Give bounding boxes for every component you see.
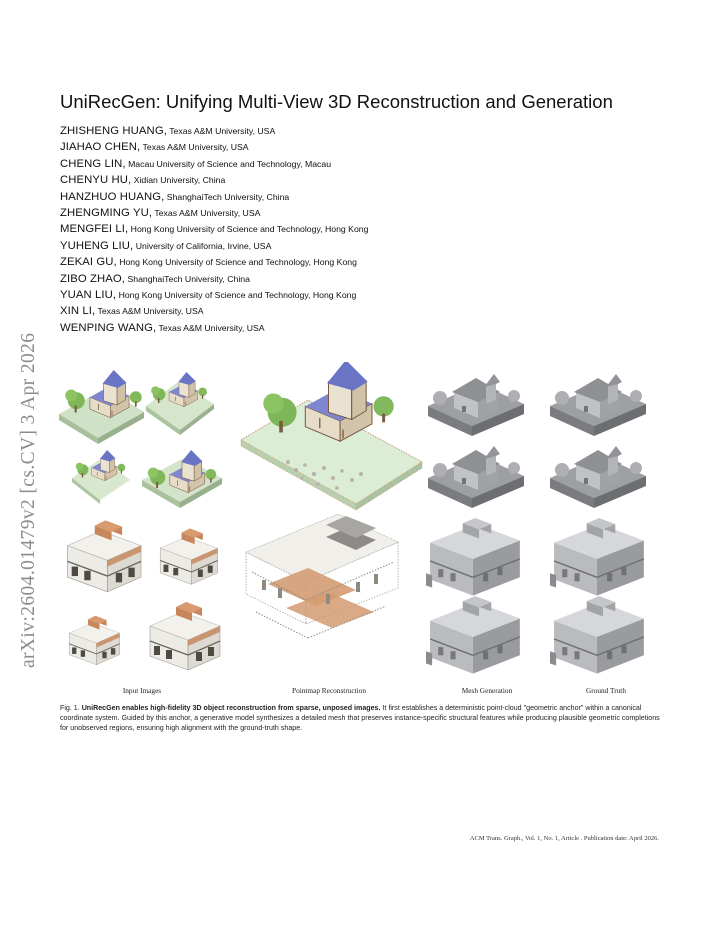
input-image-building-1 <box>68 520 142 591</box>
author-name: CHENG LIN, <box>60 157 126 170</box>
teaser-figure <box>56 362 666 682</box>
author-entry <box>60 171 660 187</box>
input-image-building-2 <box>160 529 217 585</box>
author-entry <box>60 286 660 302</box>
ground-truth-building-2 <box>550 596 644 674</box>
author-name: CHENYU HU, <box>60 174 132 187</box>
author-entry <box>60 138 660 154</box>
author-entry <box>60 270 660 286</box>
author-name: YUAN LIU, <box>60 288 117 301</box>
input-image-house-3 <box>72 450 130 504</box>
pointmap-building <box>246 514 398 638</box>
author-affiliation: Texas A&M University, USA <box>152 207 261 218</box>
journal-footer: ACM Trans. Graph., Vol. 1, No. 1, Article . Publication date: April 2026. <box>469 835 659 842</box>
paper-title: UniRecGen: Unifying Multi-View 3D Reconstruction and Generation <box>60 91 613 112</box>
author-name: WENPING WANG, <box>60 321 157 334</box>
author-name: MENGFEI LI, <box>60 223 129 236</box>
author-affiliation: Hong Kong University of Science and Technology, Hong Kong <box>128 224 369 235</box>
author-affiliation: University of California, Irvine, USA <box>133 240 272 251</box>
mesh-building-1 <box>426 518 520 596</box>
author-affiliation: Texas A&M University, USA <box>140 142 249 153</box>
author-affiliation: Hong Kong University of Science and Technology, Hong Kong <box>116 257 357 268</box>
pointmap-house <box>241 362 422 510</box>
ground-truth-house-2 <box>550 446 646 508</box>
column-label-pointmap-reconstruction: Pointmap Reconstruction <box>292 686 366 695</box>
author-entry <box>60 204 660 220</box>
ground-truth-house-1 <box>550 374 646 436</box>
author-entry <box>60 319 660 335</box>
author-name: XIN LI, <box>60 305 96 318</box>
author-affiliation: Hong Kong University of Science and Technology, Hong Kong <box>116 289 357 300</box>
input-image-building-4 <box>150 602 220 670</box>
author-name: YUHENG LIU, <box>60 239 134 252</box>
mesh-building-2 <box>426 596 520 674</box>
arxiv-identifier: arXiv:2604.01479v2 [cs.CV] 3 Apr 2026 <box>18 332 39 668</box>
author-affiliation: Texas A&M University, USA <box>156 322 265 333</box>
author-entry <box>60 237 660 253</box>
author-list <box>60 122 660 335</box>
author-name: ZIBO ZHAO, <box>60 272 126 285</box>
author-entry <box>60 188 660 204</box>
author-entry <box>60 155 660 171</box>
author-affiliation: Texas A&M University, USA <box>166 126 276 136</box>
author-affiliation: ShanghaiTech University, China <box>125 273 250 284</box>
author-name: ZHISHENG HUANG, <box>60 125 167 137</box>
author-entry <box>60 220 660 236</box>
author-affiliation: Xidian University, China <box>131 175 226 186</box>
input-image-house-1 <box>59 370 144 444</box>
author-name: JIAHAO CHEN, <box>60 141 141 154</box>
author-affiliation: Macau University of Science and Technology, Macau <box>125 158 332 169</box>
ground-truth-building-1 <box>550 518 644 596</box>
input-image-building-3 <box>69 616 119 665</box>
mesh-house-2 <box>428 446 524 508</box>
column-label-ground-truth: Ground Truth <box>586 686 626 695</box>
author-name: HANZHUO HUANG, <box>60 190 165 203</box>
mesh-house-1 <box>428 374 524 436</box>
input-image-house-4 <box>142 450 222 508</box>
author-name: ZEKAI GU, <box>60 256 117 269</box>
caption-prefix: Fig. 1. <box>60 704 82 712</box>
caption-body: It first establishes a deterministic point-cloud "geometric anchor" within a canonical coordinate system. Guided by this anchor, a generative model synthesizes a detailed mesh that preserves instance-specific structural features while producing plausible geometric completions for unobserved regions, ensuring high alignment with the ground-truth shape. <box>60 704 660 733</box>
author-affiliation: Texas A&M University, USA <box>95 306 204 317</box>
author-entry <box>60 302 660 318</box>
column-label-mesh-generation: Mesh Generation <box>461 686 513 695</box>
caption-lead: UniRecGen enables high-fidelity 3D object reconstruction from sparse, unposed images. <box>81 704 381 712</box>
column-label-input-images: Input Images <box>122 686 162 695</box>
figure-caption <box>60 703 662 734</box>
author-name: ZHENGMING YU, <box>60 206 153 219</box>
input-image-house-2 <box>146 372 214 435</box>
author-affiliation: ShanghaiTech University, China <box>164 191 290 202</box>
author-entry <box>60 253 660 269</box>
author-entry <box>60 122 660 138</box>
